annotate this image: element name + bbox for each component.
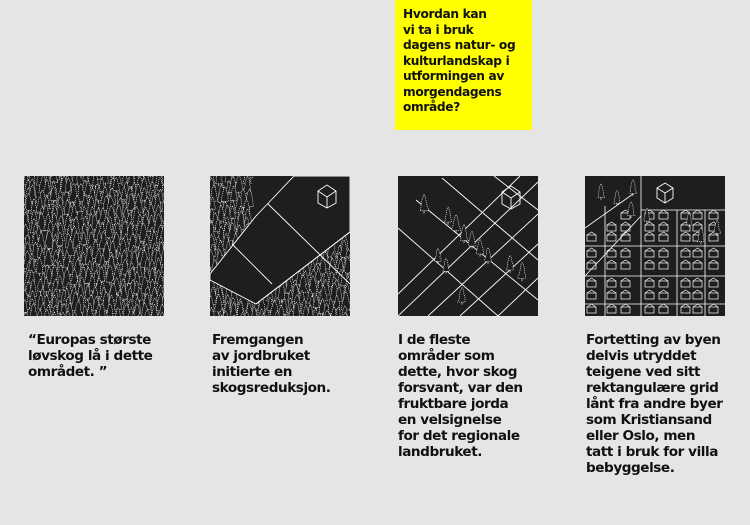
tree-icon [598, 184, 605, 197]
villa-icon [659, 281, 668, 287]
villa-roof [645, 278, 654, 281]
villa-roof [709, 304, 718, 307]
villa-icon [693, 307, 702, 313]
villa-roof [693, 260, 702, 263]
tree-icon [216, 176, 223, 184]
caption-fields [398, 332, 523, 460]
villa-roof [621, 248, 630, 251]
villa-icon [659, 225, 668, 231]
villa-icon [709, 293, 718, 299]
caption-line: initierte en [212, 364, 293, 380]
villa-roof [621, 290, 630, 293]
villa-roof [621, 222, 630, 225]
tree-icon [476, 239, 484, 254]
villa-roof [587, 232, 596, 235]
question-line: område? [403, 100, 460, 114]
villa-roof [693, 290, 702, 293]
caption-line: lånt fra andre byer [586, 396, 723, 412]
tree-icon [627, 202, 635, 216]
villa-roof [709, 278, 718, 281]
villa-roof [587, 290, 596, 293]
villa-roof [693, 222, 702, 225]
caption-line: løvskog lå i dette [28, 348, 153, 364]
tree-icon [348, 311, 350, 316]
villa-roof [659, 278, 668, 281]
villa-icon [587, 281, 596, 287]
caption-line: dette, hvor skog [398, 364, 518, 380]
villa-roof [607, 222, 616, 225]
tree-icon [313, 295, 319, 308]
house-icon [657, 183, 673, 203]
villa-roof [693, 278, 702, 281]
villa-roof [607, 232, 616, 235]
villa-icon [709, 281, 718, 287]
tree-icon [714, 220, 721, 233]
villa-icon [709, 213, 718, 219]
villa-roof [659, 290, 668, 293]
caption-line: tatt i bruk for villa [586, 444, 718, 460]
tree-group [24, 176, 164, 316]
villa-roof [681, 278, 690, 281]
field-lines [398, 176, 538, 316]
villa-icon [587, 251, 596, 257]
villa-roof [693, 304, 702, 307]
villa-icon [607, 307, 616, 313]
caption-line: områder som [398, 348, 495, 364]
caption-line: forsvant, var den [398, 380, 523, 396]
tree-icon [614, 191, 620, 204]
tree-icon [341, 312, 350, 316]
villa-icon [645, 235, 654, 241]
caption-line: landbruket. [398, 444, 482, 460]
villa-icon [693, 281, 702, 287]
villa-icon [709, 251, 718, 257]
villa-roof [587, 248, 596, 251]
villa-icon [621, 307, 630, 313]
caption-villa-grid [586, 332, 722, 476]
villa-icon [681, 251, 690, 257]
question-line: Hvordan kan [403, 7, 487, 21]
grid-lines [585, 176, 725, 316]
caption-farmland [212, 332, 330, 396]
villa-roof [693, 248, 702, 251]
caption-line: en velsignelse [398, 412, 502, 428]
tree-icon [458, 287, 465, 302]
villa-roof [659, 210, 668, 213]
villa-icon [693, 251, 702, 257]
villa-icon [693, 263, 702, 269]
villa-icon [681, 281, 690, 287]
villa-icon [659, 251, 668, 257]
villa-roof [645, 222, 654, 225]
villa-icon [607, 263, 616, 269]
villa-icon [659, 307, 668, 313]
villa-roof [645, 232, 654, 235]
villa-roof [681, 210, 690, 213]
villa-roof [693, 210, 702, 213]
tree-icon [518, 263, 526, 279]
villa-icon [659, 263, 668, 269]
villa-icon [659, 213, 668, 219]
villa-roof [621, 278, 630, 281]
fields-illustration [398, 176, 538, 316]
tree-icon [420, 194, 428, 210]
villa-icon [681, 263, 690, 269]
villa-roof [709, 248, 718, 251]
villa-roof [659, 260, 668, 263]
villa-icon [621, 251, 630, 257]
villa-roof [709, 210, 718, 213]
villa-roof [659, 248, 668, 251]
caption-forest [28, 332, 152, 380]
villa-icon [645, 293, 654, 299]
question-line: kulturlandskap i [403, 53, 510, 68]
villa-icon [621, 263, 630, 269]
question-box [395, 0, 532, 130]
villa-icon [693, 293, 702, 299]
villa-icon [681, 307, 690, 313]
villa-roof [681, 304, 690, 307]
tree-icon [506, 255, 513, 270]
villa-icon [681, 225, 690, 231]
forest-illustration [24, 176, 164, 316]
tree-icon [485, 248, 492, 262]
villa-icon [659, 235, 668, 241]
caption-line: delvis utryddet [586, 348, 697, 364]
villa-roof [681, 290, 690, 293]
villa-icon [645, 281, 654, 287]
tree-icon [630, 180, 637, 193]
villa-icon [621, 293, 630, 299]
caption-line: skogsreduksjon. [212, 380, 331, 396]
villa-roof [587, 260, 596, 263]
tree-icon [452, 215, 461, 231]
caption-line: Fortetting av byen [586, 332, 721, 348]
villa-roof [659, 304, 668, 307]
question-line: utformingen av [403, 69, 504, 83]
villa-icon [645, 225, 654, 231]
caption-line: fruktbare jorda [398, 396, 509, 412]
villa-roof [621, 260, 630, 263]
caption-line: eller Oslo, men [586, 428, 696, 444]
fields-drawing [398, 176, 538, 316]
tree-group [420, 194, 526, 304]
villa-icon [607, 235, 616, 241]
caption-line: for det regionale [398, 428, 520, 444]
villa-roof [587, 278, 596, 281]
villa-icon [645, 263, 654, 269]
forest-drawing [24, 176, 164, 316]
villa-roof [645, 248, 654, 251]
caption-line: som Kristiansand [586, 412, 712, 428]
villa-icon [607, 293, 616, 299]
caption-line: I de fleste [398, 332, 471, 348]
caption-line: området. ” [28, 364, 108, 380]
villa-icon [693, 213, 702, 219]
villa-icon [681, 235, 690, 241]
tree-icon [83, 176, 89, 181]
villa-roof [645, 304, 654, 307]
tree-icon [443, 258, 449, 271]
villa-roof [607, 278, 616, 281]
villa-roof [709, 290, 718, 293]
villa-icon [607, 225, 616, 231]
villa-icon [587, 235, 596, 241]
question-line: dagens natur- og [403, 38, 516, 52]
villa-roof [645, 260, 654, 263]
villa-icon [587, 293, 596, 299]
villa-icon [645, 251, 654, 257]
caption-line: bebyggelse. [586, 460, 675, 476]
villa-roof [709, 260, 718, 263]
question-line: vi ta i bruk [403, 22, 474, 37]
farmland-illustration [210, 176, 350, 316]
villa-icon [621, 225, 630, 231]
farmland-drawing [210, 176, 350, 316]
villa-roof [681, 232, 690, 235]
villa-icon [645, 307, 654, 313]
villa-roof [587, 304, 596, 307]
villa-icon [659, 293, 668, 299]
villa-icon [709, 263, 718, 269]
villa-grid-drawing [585, 176, 725, 316]
villa-group [587, 210, 718, 313]
caption-line: teigene ved sitt [586, 364, 701, 380]
villa-icon [621, 281, 630, 287]
question-line: morgendagens [403, 84, 502, 99]
villa-roof [659, 232, 668, 235]
villa-grid-illustration [585, 176, 725, 316]
caption-line: av jordbruket [212, 348, 310, 364]
villa-roof [681, 260, 690, 263]
villa-roof [607, 290, 616, 293]
villa-icon [587, 307, 596, 313]
tree-icon [435, 249, 442, 262]
caption-line: Fremgangen [212, 332, 304, 348]
villa-roof [607, 304, 616, 307]
villa-icon [709, 307, 718, 313]
villa-icon [681, 293, 690, 299]
villa-roof [621, 304, 630, 307]
villa-icon [607, 281, 616, 287]
villa-roof [607, 260, 616, 263]
villa-icon [607, 251, 616, 257]
villa-roof [645, 290, 654, 293]
villa-icon [709, 235, 718, 241]
tree-icon [444, 207, 451, 222]
villa-roof [681, 248, 690, 251]
tree-icon [468, 231, 475, 246]
caption-line: “Europas største [28, 332, 151, 348]
caption-line: rektangulære grid [586, 380, 719, 396]
villa-roof [659, 222, 668, 225]
